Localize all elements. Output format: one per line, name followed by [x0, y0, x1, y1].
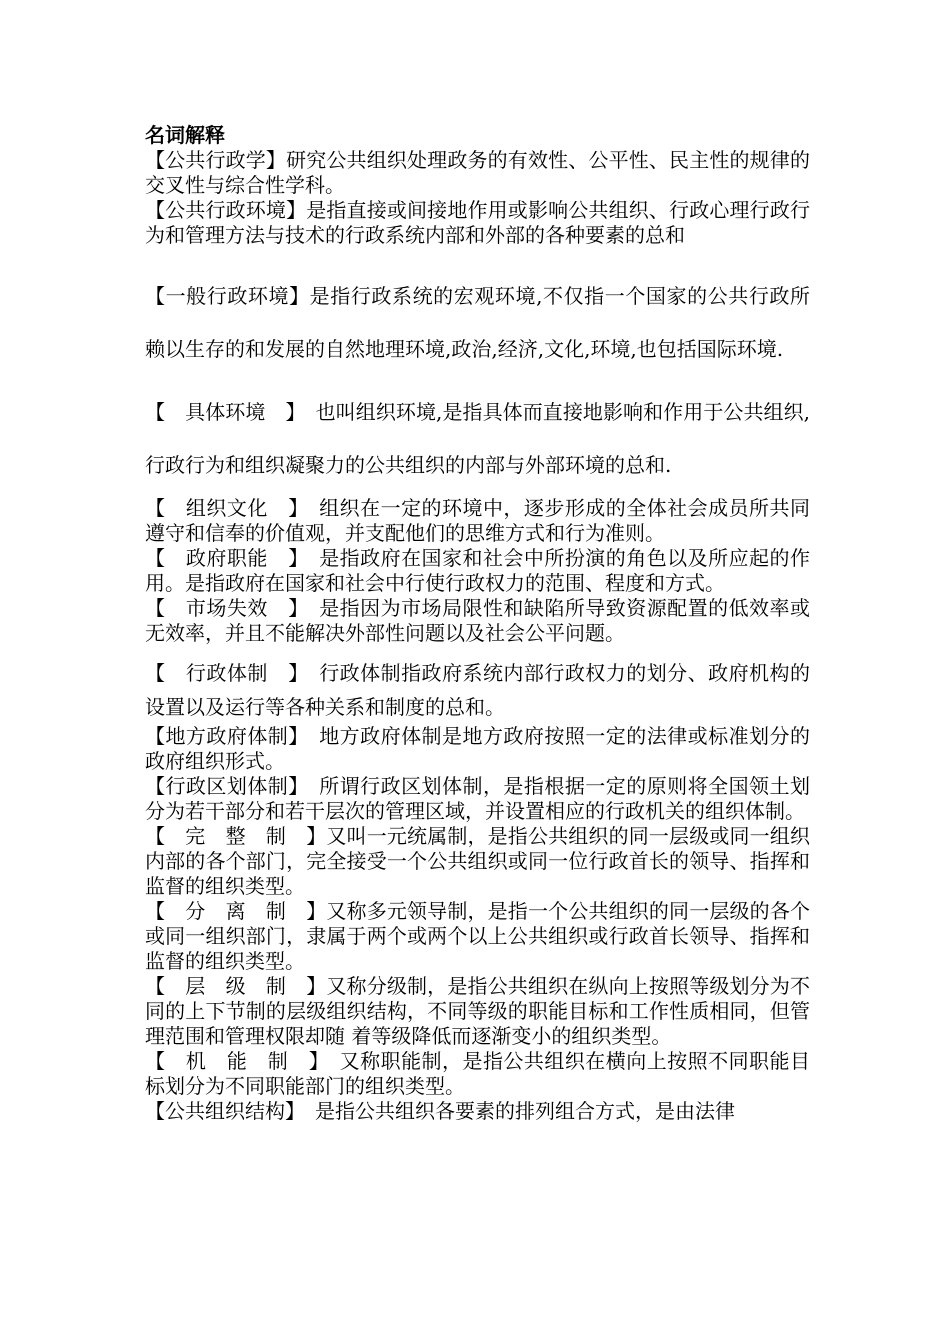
entry-specific-environment [145, 386, 810, 492]
entry-term: 【一般行政环境】 [145, 284, 310, 308]
entry-term: 【 完 整 制 】 [145, 824, 327, 848]
entry-text: 是指行政系统的宏观环境,不仅指一个国家的公共行政所赖以生存的和发展的自然地理环境,政治,经济,文化,环境,也包括国际环境. [145, 284, 811, 361]
entry-general-administrative-environment [145, 270, 810, 376]
entry-text: 组织在一定的环境中，逐步形成的全体社会成员所共同遵守和信奉的价值观，并支配他们的思维方式和行为准则。 [145, 496, 810, 545]
entry-text: 是指因为市场局限性和缺陷所导致资源配置的低效率或无效率，并且不能解决外部性问题以及社会公平问题。 [145, 596, 810, 645]
entry-text: 研究公共组织处理政务的有效性、公平性、民主性的规律的交叉性与综合性学科。 [145, 148, 810, 197]
entry-text: 行政体制指政府系统内部行政权力的划分、政府机构的设置以及运行等各种关系和制度的总和。 [145, 661, 810, 719]
entry-functional-system [145, 1049, 810, 1099]
entry-market-failure [145, 596, 810, 646]
entry-public-organization-structure [145, 1099, 810, 1124]
entry-text: 是指政府在国家和社会中所扮演的角色以及所应起的作用。是指政府在国家和社会中行使行政权力的范围、程度和方式。 [145, 546, 810, 595]
entry-term: 【 机 能 制 】 [145, 1049, 320, 1073]
entry-text: 地方政府体制是地方政府按照一定的法律或标准划分的政府组织形式。 [145, 724, 810, 773]
entry-term: 【公共组织结构】 [145, 1099, 295, 1123]
entry-administrative-system [145, 656, 810, 724]
document-title: 名词解释 [145, 123, 225, 147]
entry-term: 【 政府职能 】 [145, 546, 299, 570]
entry-term: 【行政区划体制】 [145, 774, 299, 798]
entry-public-administration [145, 148, 810, 198]
entry-text: 又称多元领导制，是指一个公共组织的同一层级的各个或同一组织部门，隶属于两个或两个以上公共组织或行政首长领导、指挥和监督的组织类型。 [145, 899, 810, 973]
document-page [145, 122, 810, 1124]
entry-organizational-culture [145, 496, 810, 546]
entry-integrated-system [145, 824, 810, 899]
entry-text: 所谓行政区划体制，是指根据一定的原则将全国领土划分为若干部分和若干层次的管理区域，并设置相应的行政机关的组织体制。 [145, 774, 810, 823]
entry-term: 【 具体环境 】 [145, 400, 296, 424]
entry-local-government-system [145, 724, 810, 774]
entry-government-functions [145, 546, 810, 596]
entry-term: 【公共行政学】 [145, 148, 287, 172]
entry-term: 【地方政府体制】 [145, 724, 299, 748]
entry-separated-system [145, 899, 810, 974]
entry-text: 是指直接或间接地作用或影响公共组织、行政心理行政行为和管理方法与技术的行政系统内部和外部的各种要素的总和 [145, 198, 810, 247]
entry-hierarchical-system [145, 974, 810, 1049]
entry-text: 也叫组织环境,是指具体而直接地影响和作用于公共组织,行政行为和组织凝聚力的公共组织的内部与外部环境的总和. [145, 400, 811, 477]
entry-text: 又称分级制，是指公共组织在纵向上按照等级划分为不同的上下节制的层级组织结构，不同等级的职能目标和工作性质相同，但管理范围和管理权限却随 着等级降低而逐渐变小的组织类型。 [145, 974, 810, 1048]
entry-term: 【公共行政环境】 [145, 198, 307, 222]
entry-public-administration-environment [145, 198, 810, 248]
entry-text: 是指公共组织各要素的排列组合方式，是由法律 [295, 1099, 735, 1123]
entry-term: 【 行政体制 】 [145, 661, 299, 685]
entry-term: 【 层 级 制 】 [145, 974, 327, 998]
entry-text: 又叫一元统属制，是指公共组织的同一层级或同一组织内部的各个部门，完全接受一个公共组织或同一位行政首长的领导、指挥和监督的组织类型。 [145, 824, 810, 898]
entry-term: 【 组织文化 】 [145, 496, 299, 520]
entry-term: 【 市场失效 】 [145, 596, 299, 620]
entry-term: 【 分 离 制 】 [145, 899, 327, 923]
entry-text: 又称职能制，是指公共组织在横向上按照不同职能目标划分为不同职能部门的组织类型。 [145, 1049, 810, 1098]
entry-administrative-division-system [145, 774, 810, 824]
